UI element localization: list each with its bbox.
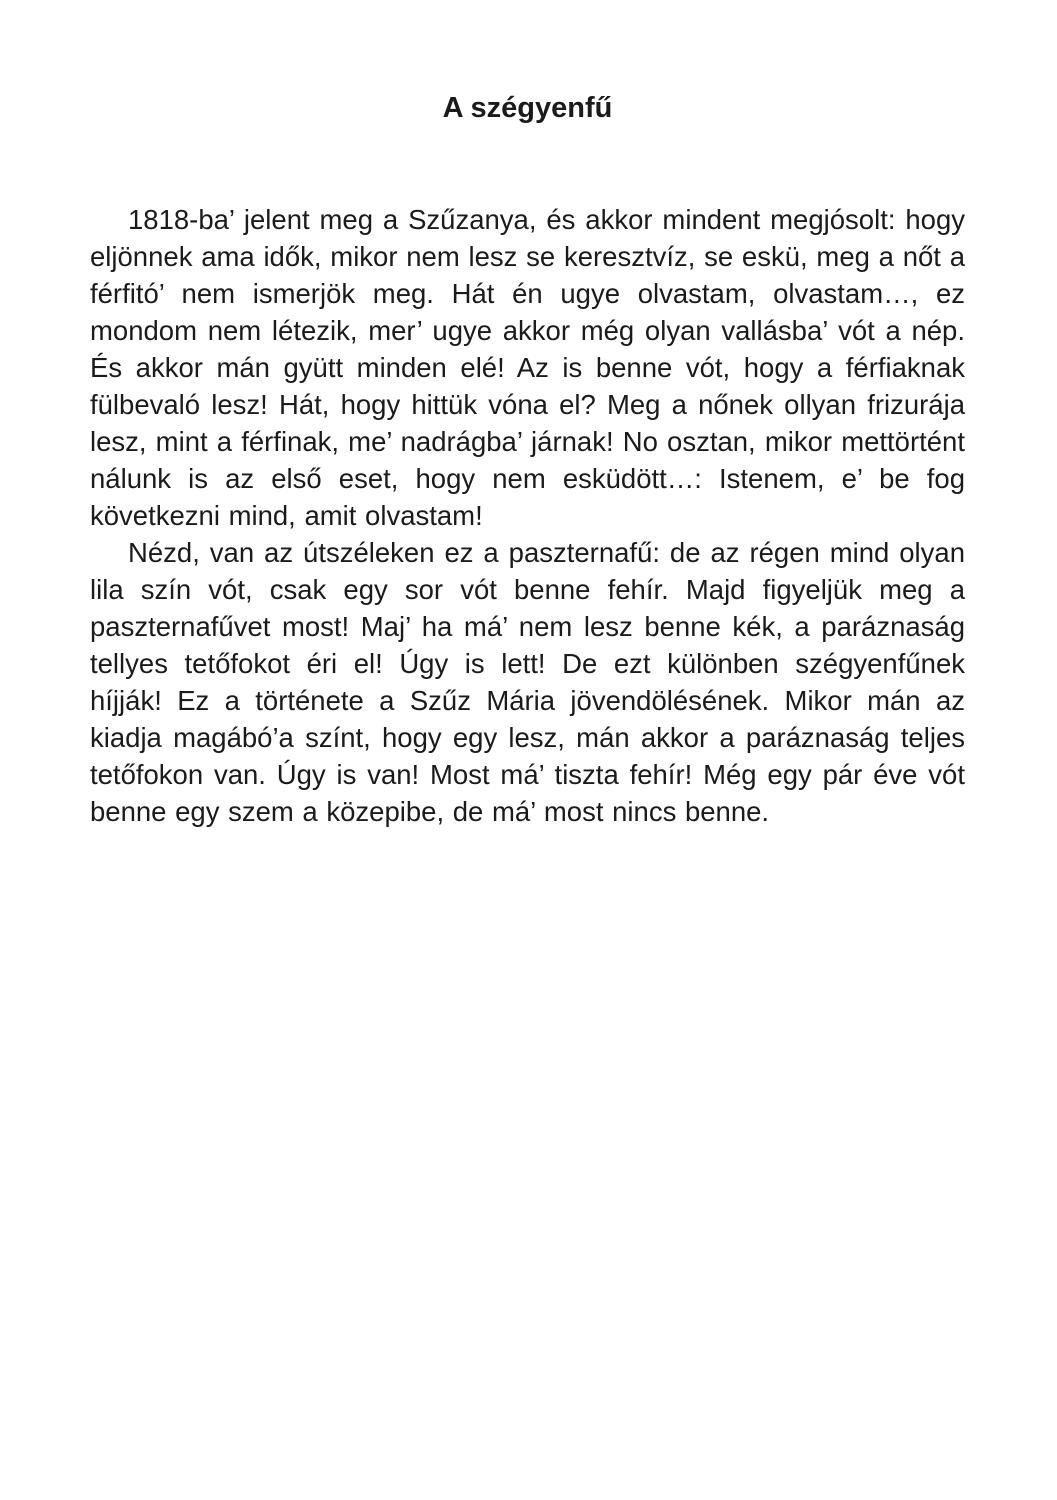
paragraph-2: Nézd, van az útszéleken ez a paszternafű: de az régen mind olyan lila szín vót, csak egy sor vót benne fehír. Majd figyeljük meg a paszternafűvet most! Maj’ ha má’ nem lesz benne kék, a paráznaság tellyes tetőfokot éri el! Úgy is lett! De ezt különben szégyenfűnek híjják! Ez a története a Szűz Mária jövendölésének. Mikor mán az kiadja magábó’a színt, hogy egy lesz, mán akkor a paráznaság teljes tetőfokon van. Úgy is van! Most má’ tiszta fehír! Még egy pár éve vót benne egy szem a közepibe, de má’ most nincs benne. <box>90 537 965 827</box>
paragraph-1: 1818-ba’ jelent meg a Szűzanya, és akkor mindent megjósolt: hogy eljönnek ama idők, mikor nem lesz se keresztvíz, se eskü, meg a nőt a férfitó’ nem ismerjök meg. Hát én ugye olvastam, olvastam…, ez mondom nem létezik, mer’ ugye akkor még olyan vallásba’ vót a nép. És akkor mán gyütt minden elé! Az is benne vót, hogy a férfiaknak fülbevaló lesz! Hát, hogy hittük vóna el? Meg a nőnek ollyan frizurája lesz, mint a férfinak, me’ nadrágba’ járnak! No osztan, mikor mettörtént nálunk is az első eset, hogy nem esküdött…: Istenem, e’ be fog következni mind, amit olvastam! <box>90 204 965 531</box>
document-title: A szégyenfű <box>442 92 613 124</box>
